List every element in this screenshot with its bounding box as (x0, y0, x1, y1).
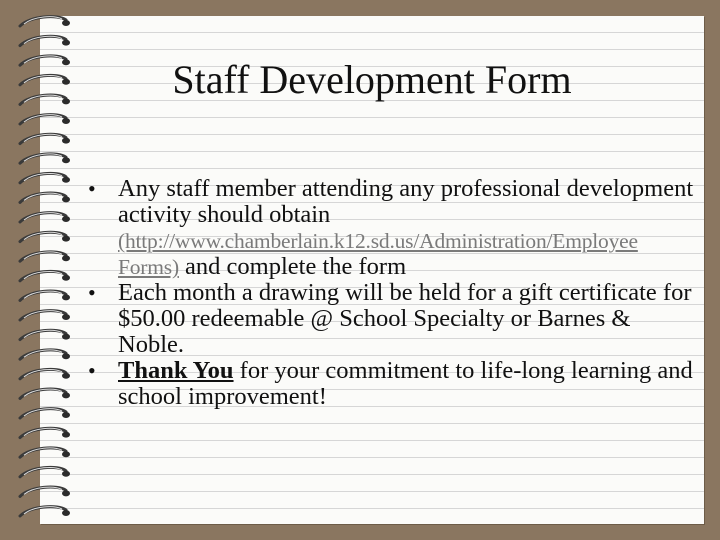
bullet-icon: • (88, 358, 96, 383)
spiral-ring (20, 232, 70, 241)
spiral-ring (20, 448, 70, 457)
thank-you-emphasis: Thank You (118, 357, 234, 384)
bullet-text: for your commitment to life-long learning and school improvement! (118, 357, 693, 410)
spiral-ring (20, 350, 70, 359)
spiral-ring (20, 134, 70, 143)
spiral-ring (20, 36, 70, 45)
form-link[interactable]: (http://www.chamberlain.k12.sd.us/Administration/Employee Forms) (118, 229, 638, 279)
spiral-ring (20, 409, 70, 418)
bullet-icon: • (88, 280, 96, 305)
bullet-item-obtain-form (88, 176, 698, 280)
spiral-ring (20, 193, 70, 202)
spiral-ring (20, 154, 70, 163)
bullet-text: Each month a drawing will be held for a gift certificate for $50.00 redeemable @ School Specialty or Barnes & Noble. (118, 279, 692, 358)
bullet-text-continued: and complete the form (178, 253, 407, 280)
spiral-ring (20, 428, 70, 437)
spiral-ring (20, 291, 70, 300)
spiral-ring (20, 271, 70, 280)
spiral-ring (20, 252, 70, 261)
spiral-ring (20, 115, 70, 124)
spiral-ring (20, 487, 70, 496)
bullet-item-drawing (88, 280, 698, 358)
spiral-ring (20, 311, 70, 320)
bullet-icon: • (88, 176, 96, 201)
slide-title: Staff Development Form (172, 57, 572, 102)
spiral-ring (20, 507, 70, 516)
spiral-ring (20, 389, 70, 398)
spiral-ring (20, 369, 70, 378)
bullet-list (88, 176, 698, 410)
spiral-ring (20, 173, 70, 182)
spiral-ring (20, 17, 70, 26)
spiral-ring (20, 213, 70, 222)
bullet-text: Any staff member attending any professional development activity should obtain (118, 175, 694, 228)
bullet-item-thank-you (88, 358, 698, 410)
spiral-ring (20, 330, 70, 339)
spiral-ring (20, 467, 70, 476)
